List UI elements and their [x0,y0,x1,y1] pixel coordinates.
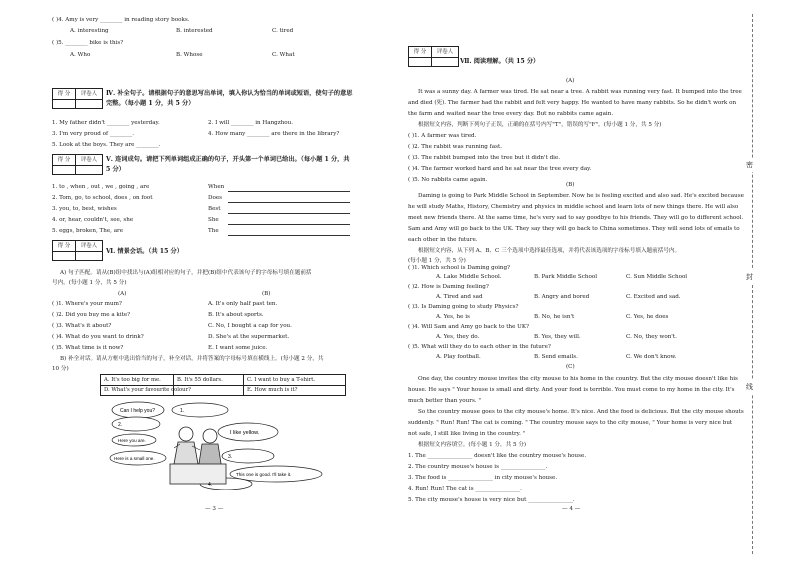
sec5-words-3: 3. you, to, best, wishes [52,206,117,212]
q4-opt-a: A. interesting [70,28,109,34]
sec5-words-5: 5. eggs, broken, The, are [52,228,124,234]
sec6-a-item-1: ( )1. Where's your mum? [52,301,122,307]
b-q3: ( )3. Is Daming going to study Physics? [408,304,519,310]
q4: ( )4. Amy is very ________ in reading story books. [52,17,190,23]
sec6-a-intro: A) 句子匹配。请从(B)组中找出与(A)组相对应的句子，并把(B)组中代表该句子的字母标号填在题前括 [60,270,312,276]
passage-b-line-2: he will study Maths, History, Chemistry and physics in middle school and learn lots of new things there. He will also [408,204,739,210]
q5-opt-c: C. What [272,52,295,58]
seal-char-mi: 密 [746,158,753,172]
sec4-title: Ⅳ. 补全句子。请根据句子的意思写出单词，填入你认为恰当的单词或短语，使句子的意思 [106,90,353,97]
sec4-item-2: 2. I will ________ in Hangzhou. [208,120,294,126]
passage-b-line-1: Daming is going to Park Middle School in September. Now he is feeling excited and also sad. He's excited because [418,193,744,199]
b-q5-opt-b: B. Send emails. [534,354,578,360]
passage-c-line-4: So the country mouse goes to the city mouse's home. It's nice. And the food is delicious. But the city mouse shouts [418,409,744,415]
seal-char-feng: 封 [746,270,753,284]
q4-opt-b: B. interested [176,28,213,34]
seal-line [752,14,753,554]
b-q2-opt-a: A. Tired and sad [436,294,483,300]
sec5-start-2: Does [208,195,223,201]
b-q2: ( )2. How is Daming feeling? [408,284,489,290]
bubble-text-6: 3. [228,454,233,460]
passage-b-line-4: Sam and Amy will go back to the UK. They say they will go back to China sometimes. They will send lots of emails to [408,226,740,232]
shop-dialogue-illustration [108,398,324,490]
score-box-5-blank [52,164,103,175]
sec5-words-1: 1. to , when , out , we , going , are [52,184,150,190]
a-item-1: ( )1. A farmer was tired. [408,133,477,139]
score-box-6-blank [52,250,103,261]
bubble-text-7: This one is good. I'll take it. [236,472,292,477]
sec4-item-4: 4. How many ________ are there in the library? [208,131,340,137]
b-q4: ( )4. Will Sam and Amy go back to the UK? [408,324,530,330]
answer-line [228,191,350,192]
answer-line [228,235,350,236]
sec4-item-1: 1. My father didn't ________ yesterday. [52,120,160,126]
answer-line [228,224,350,225]
passage-c-line-6: not safe, I still like living in the country. " [408,431,526,437]
b-q1: ( )1. Which school is Daming going? [408,265,511,271]
option-e: E. How much is it? [247,387,298,393]
bubble-text-1: 1. [180,408,185,414]
b-q5: ( )5. What will they do to each other in the future? [408,344,551,350]
b-q4-opt-b: B. Yes, they will. [534,334,581,340]
page-number-3: — 3 — [205,506,224,512]
c-item-4: 4. Run! Run! The cat is ________________. [408,486,522,492]
sec6-col-a: (A) [118,291,127,297]
b-q4-opt-c: C. No, they won't. [626,334,677,340]
a-item-2: ( )2. The rabbit was running fast. [408,144,502,150]
sec6-a-item-2: ( )2. Did you buy me a kite? [52,312,131,318]
c-item-1: 1. The ________________ doesn't like the country mouse's house. [408,453,587,459]
c-item-2: 2. The country mouse's house is ________________. [408,464,548,470]
seal-char-xian: 线 [746,380,753,394]
sec5-start-3: Best [208,206,221,212]
option-c: C. I want to buy a T-shirt. [247,377,316,383]
option-a: A. It's too big for me. [104,377,161,383]
sec6-b-intro: B) 补全对话。请从方框中选出恰当的句子，补全对话，并将答案的字母标号填在横线上。(每小题 2 分，共 [60,356,324,362]
b-instructions-2: (每小题 1 分，共 5 分) [408,258,466,264]
sec6-a-item-5: ( )5. What time is it now? [52,345,124,351]
a-item-3: ( )3. The rabbit bumped into the tree but it didn't die. [408,155,561,161]
sec6-a-intro-2: 号内。(每小题 1 分，共 5 分) [52,280,127,286]
sec5-start-1: When [208,184,225,190]
b-q3-opt-c: C. Yes, he does [626,314,669,320]
passage-c-label: (C) [566,364,575,370]
b-instructions: 根据短文内容，从下列 A、B、C 三个选项中选择最佳选项，并将代表该选项的字母标号填入题前括号内。 [418,248,681,254]
c-item-5: 5. The city mouse's house is very nice but ________________. [408,497,575,503]
b-q5-opt-a: A. Play football. [436,354,481,360]
bubble-text-3: I like yellow. [230,430,260,436]
passage-a-line-3: the farm and waited near the tree every day. But no rabbits came again. [408,111,614,117]
sec6-title: Ⅵ. 情景会话。（共 15 分） [106,248,183,255]
option-d: D. What's your favourite colour? [104,387,191,393]
sec6-b-item-b: B. It's about sports. [208,312,264,318]
b-q3-opt-b: B. No, he isn't [534,314,575,320]
b-q4-opt-a: A. Yes, they do. [436,334,480,340]
score-box-7-blank [408,56,459,67]
a-item-5: ( )5. No rabbits came again. [408,177,488,183]
c-instructions: 根据短文内容填空。(每小题 1 分，共 5 分) [418,442,527,448]
passage-a-label: (A) [566,78,575,84]
sec4-item-3: 3. I'm very proud of ________. [52,131,134,137]
score-box-4: 得 分 评卷人 [52,88,103,100]
b-q1-opt-a: A. Lake Middle School. [436,274,502,280]
a-item-4: ( )4. The farmer worked hard and he sat near the tree every day. [408,166,592,172]
passage-c-line-3: much better than yours. " [408,398,481,404]
sec6-a-item-4: ( )4. What do you want to drink? [52,334,144,340]
sec6-b-item-a: A. It's only half past ten. [208,301,278,307]
passage-b-line-5: each other in the future. [408,237,478,243]
b-q1-opt-b: B. Park Middle School [534,274,598,280]
bubble-text-4: Here you are. [118,438,146,443]
answer-line [228,202,350,203]
sec6-b-item-c: C. No, I bought a cap for you. [208,323,292,329]
answer-line [228,213,350,214]
sec4-item-5: 5. Look at the boys. They are ________. [52,142,161,148]
sec5-title-2: 5 分） [106,166,125,173]
counter-icon [170,464,226,484]
options-box [100,374,346,396]
sec6-b-intro-2: 10 分) [52,366,69,372]
customer-head-icon [203,429,217,443]
bubble-text-5: Here is a small one. [114,456,155,461]
option-b: B. It's 55 dollars. [177,377,223,383]
b-q2-opt-c: C. Excited and sad. [626,294,681,300]
sec5-start-4: She [208,217,219,223]
sec6-a-item-3: ( )3. What's it about? [52,323,112,329]
clerk-head-icon [179,427,193,441]
score-box-7: 得 分 评卷人 [408,46,459,58]
b-q5-opt-c: C. We don't know. [626,354,677,360]
a-instructions: 根据短文内容，判断下列句子正误，正确的在括号内写"T"，错误的写"F"。(每小题 1 分，共 5 分) [418,122,662,128]
bubble-text-8: 4. [208,482,213,488]
sec7-title: Ⅶ. 阅读理解。（共 15 分） [460,58,540,65]
b-q2-opt-b: B. Angry and bored [534,294,590,300]
sec5-words-4: 4. or, hear, couldn't, see, she [52,217,134,223]
q5: ( )5. ________ bike is this? [52,40,124,46]
passage-c-line-5: suddenly. " Run! Run! The cat is coming. " The country mouse says to the city mouse, " Your home is very nice but [408,420,733,426]
sec5-start-5: The [208,228,219,234]
c-item-3: 3. The food is ________________ in city mouse's house. [408,475,558,481]
score-box-4-blank [52,98,103,109]
q5-opt-a: A. Who [70,52,91,58]
b-q3-opt-a: A. Yes, he is [436,314,470,320]
sec6-b-item-d: D. She's at the supermarket. [208,334,290,340]
passage-c-line-2: house. He says " Your house is small and dirty. And your food is terrible. You must come to my home in the city. It's [408,387,735,393]
q4-opt-c: C. tired [272,28,294,34]
sec5-words-2: 2. Tom, go, to school, does , on foot [52,195,153,201]
passage-b-line-3: meet new friends there. At the same time, he's very sad to say goodbye to his friends. They will go to different school. [408,215,744,221]
sec6-col-b: (B) [262,291,271,297]
passage-a-line-1: It was a sunny day. A farmer was tired. He sat near a tree. A rabbit was running very fast. It bumped into the tree [418,89,742,95]
q5-opt-b: B. Whose [176,52,203,58]
page-number-4: — 4 — [562,506,581,512]
sec6-b-item-e: E. I want some juice. [208,345,268,351]
bubble-text-2: 2. [118,422,123,428]
passage-a-line-2: and died (死). The farmer had the rabbit and felt very happy. He wanted to have many rabbits. So he didn't work on [408,100,737,106]
score-box-6: 得 分 评卷人 [52,240,103,252]
sec4-title-2: 完整。（每小题 1 分，共 5 分） [106,100,195,107]
bubble-text-0: Can I help you? [120,408,156,414]
b-q1-opt-c: C. Sun Middle School [626,274,688,280]
passage-b-label: (B) [566,182,575,188]
sec5-title: Ⅴ. 连词成句。请把下列单词组成正确的句子，开头第一个单词已给出。（每小题 1 分，共 [106,156,350,163]
score-box-5: 得 分 评卷人 [52,154,103,166]
passage-c-line-1: One day, the country mouse invites the city mouse to his home in the country. But the city mouse doesn't like his [418,376,738,382]
